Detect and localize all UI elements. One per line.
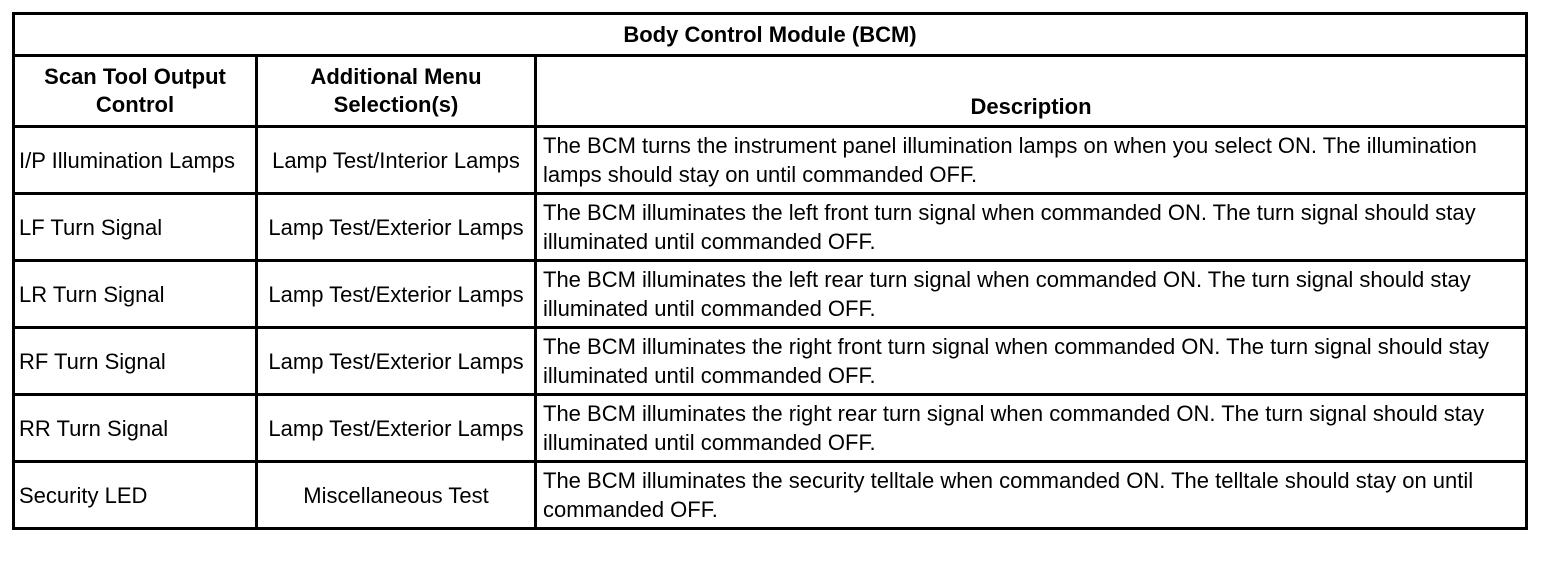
description-cell: The BCM turns the instrument panel illumination lamps on when you select ON. The illumination lamps should stay on until commanded OFF. bbox=[536, 127, 1527, 194]
table-row bbox=[14, 194, 1527, 261]
output-control-cell: RF Turn Signal bbox=[14, 328, 257, 395]
description-cell: The BCM illuminates the left rear turn signal when commanded ON. The turn signal should stay illuminated until commanded OFF. bbox=[536, 261, 1527, 328]
output-control-cell: Security LED bbox=[14, 462, 257, 529]
menu-selection-cell: Lamp Test/Exterior Lamps bbox=[257, 261, 536, 328]
output-control-cell: LR Turn Signal bbox=[14, 261, 257, 328]
menu-selection-cell: Lamp Test/Exterior Lamps bbox=[257, 194, 536, 261]
description-cell: The BCM illuminates the right rear turn signal when commanded ON. The turn signal should stay illuminated until commanded OFF. bbox=[536, 395, 1527, 462]
menu-selection-cell: Miscellaneous Test bbox=[257, 462, 536, 529]
description-cell: The BCM illuminates the left front turn signal when commanded ON. The turn signal should stay illuminated until commanded OFF. bbox=[536, 194, 1527, 261]
table-row bbox=[14, 462, 1527, 529]
table-title: Body Control Module (BCM) bbox=[14, 14, 1527, 56]
description-cell: The BCM illuminates the right front turn signal when commanded ON. The turn signal should stay illuminated until commanded OFF. bbox=[536, 328, 1527, 395]
menu-selection-cell: Lamp Test/Exterior Lamps bbox=[257, 395, 536, 462]
table-row bbox=[14, 261, 1527, 328]
table-row bbox=[14, 127, 1527, 194]
menu-selection-cell: Lamp Test/Exterior Lamps bbox=[257, 328, 536, 395]
output-control-cell: I/P Illumination Lamps bbox=[14, 127, 257, 194]
table-row bbox=[14, 328, 1527, 395]
bcm-output-control-table bbox=[12, 12, 1528, 530]
menu-selection-cell: Lamp Test/Interior Lamps bbox=[257, 127, 536, 194]
header-scan-tool-output-control: Scan Tool Output Control bbox=[14, 56, 257, 127]
output-control-cell: LF Turn Signal bbox=[14, 194, 257, 261]
table-row bbox=[14, 395, 1527, 462]
header-description: Description bbox=[536, 56, 1527, 127]
output-control-cell: RR Turn Signal bbox=[14, 395, 257, 462]
header-additional-menu-selections: Additional Menu Selection(s) bbox=[257, 56, 536, 127]
description-cell: The BCM illuminates the security telltale when commanded ON. The telltale should stay on until commanded OFF. bbox=[536, 462, 1527, 529]
